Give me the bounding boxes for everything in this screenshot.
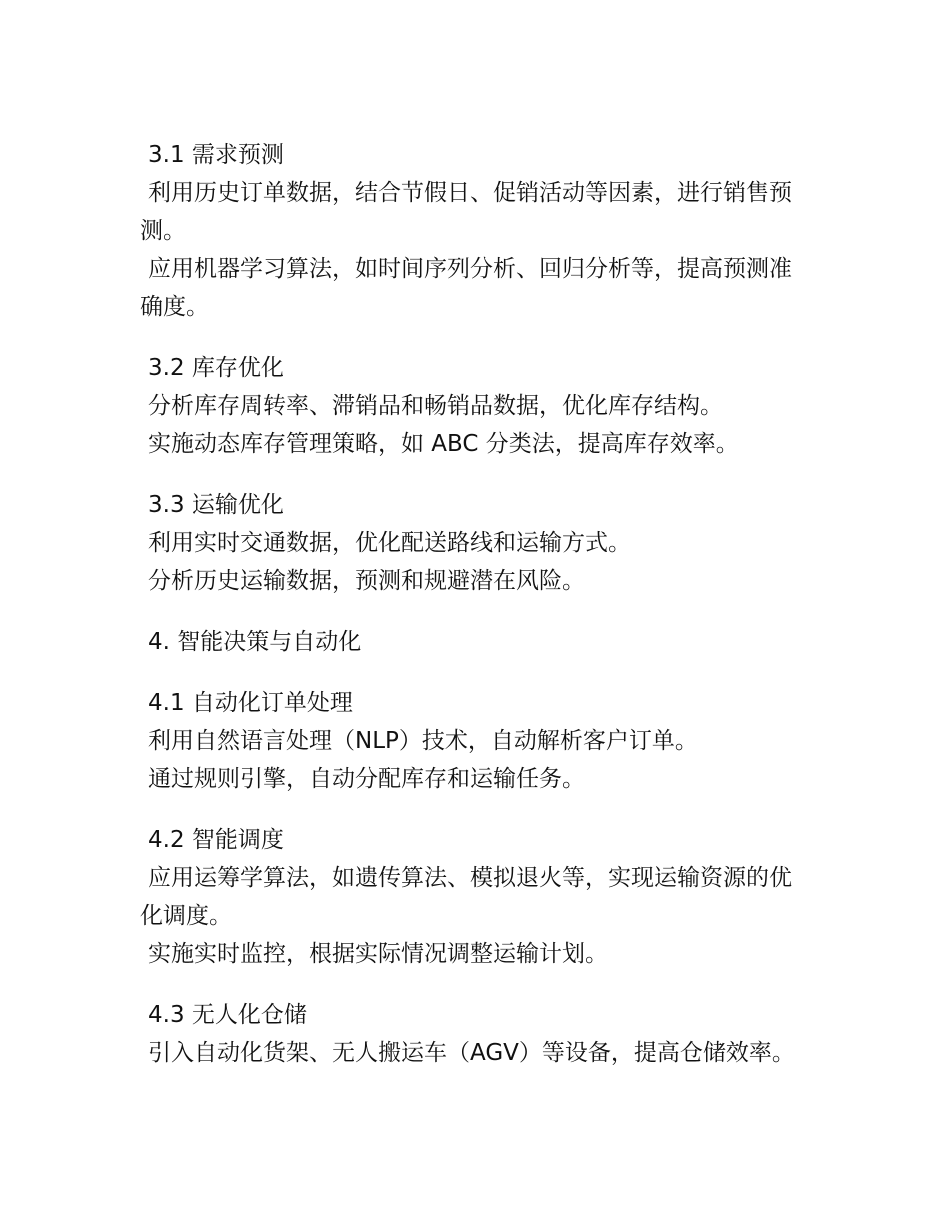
- section-inventory-optimization: [140, 349, 805, 463]
- paragraph: 分析历史运输数据，预测和规避潜在风险。: [148, 568, 585, 594]
- section-heading: 4.3 无人化仓储: [148, 1002, 307, 1028]
- section-heading: 4.2 智能调度: [148, 827, 284, 853]
- paragraph: 利用自然语言处理（NLP）技术，自动解析客户订单。: [148, 728, 698, 754]
- document-body: [140, 136, 805, 1095]
- section-automated-order-processing: [140, 684, 805, 798]
- section-heading: 3.1 需求预测: [148, 142, 284, 168]
- paragraph: 分析库存周转率、滞销品和畅销品数据，优化库存结构。: [148, 393, 723, 419]
- section-unmanned-warehousing: [140, 996, 805, 1072]
- paragraph: 实施实时监控，根据实际情况调整运输计划。: [148, 941, 608, 967]
- section-intelligent-decision: [140, 623, 805, 661]
- chapter-heading: 4. 智能决策与自动化: [148, 629, 362, 655]
- paragraph: 通过规则引擎，自动分配库存和运输任务。: [148, 766, 585, 792]
- paragraph: 利用实时交通数据，优化配送路线和运输方式。: [148, 530, 631, 556]
- paragraph: 引入自动化货架、无人搬运车（AGV）等设备，提高仓储效率。: [148, 1040, 795, 1066]
- section-intelligent-scheduling: [140, 821, 805, 973]
- section-heading: 4.1 自动化订单处理: [148, 690, 353, 716]
- paragraph: 实施动态库存管理策略，如 ABC 分类法，提高库存效率。: [148, 431, 739, 457]
- section-transport-optimization: [140, 486, 805, 600]
- paragraph: 利用历史订单数据，结合节假日、促销活动等因素，进行销售预测。: [140, 180, 792, 244]
- section-demand-forecast: [140, 136, 805, 326]
- section-heading: 3.3 运输优化: [148, 492, 284, 518]
- paragraph: 应用机器学习算法，如时间序列分析、回归分析等，提高预测准确度。: [140, 256, 792, 320]
- section-heading: 3.2 库存优化: [148, 355, 284, 381]
- paragraph: 应用运筹学算法，如遗传算法、模拟退火等，实现运输资源的优化调度。: [140, 865, 792, 929]
